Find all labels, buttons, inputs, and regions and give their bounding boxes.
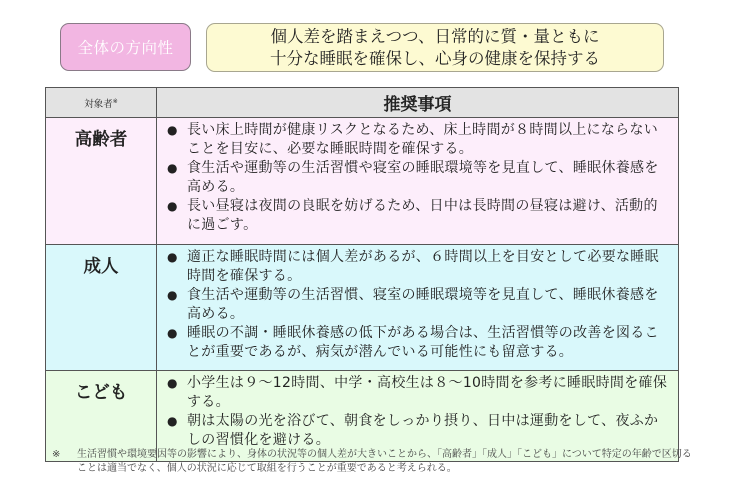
group-label-elderly: 高齢者 xyxy=(46,118,157,245)
bullet-icon: ● xyxy=(167,161,178,175)
list-item xyxy=(167,159,670,197)
footnote-mark: ※ xyxy=(52,449,61,460)
item-text: 長い昼寝は夜間の良眠を妨げるため、日中は長時間の昼寝は避け、活動的に過ごす。 xyxy=(187,198,658,233)
direction-statement xyxy=(206,23,664,72)
recommendation-cell-elderly xyxy=(157,118,679,245)
bullet-icon: ● xyxy=(167,326,178,340)
target-header xyxy=(46,88,157,118)
list-item xyxy=(167,412,670,450)
bullet-icon: ● xyxy=(167,288,178,302)
direction-line-1: 個人差を踏まえつつ、日常的に質・量ともに xyxy=(270,26,600,46)
item-text: 食生活や運動等の生活習慣、寝室の睡眠環境等を見直して、睡眠休養感を高める。 xyxy=(187,287,659,322)
recommendations-header: 推奨事項 xyxy=(157,88,679,118)
target-header-label: 対象者 xyxy=(84,98,113,110)
item-text: 小学生は９～12時間、中学・高校生は８～10時間を参考に睡眠時間を確保する。 xyxy=(187,375,668,410)
item-text: 食生活や運動等の生活習慣や寝室の睡眠環境等を見直して、睡眠休養感を高める。 xyxy=(187,160,659,195)
list-item xyxy=(167,197,670,235)
list-item xyxy=(167,324,670,362)
item-text: 適正な睡眠時間には個人差があるが、６時間以上を目安として必要な睡眠時間を確保する。 xyxy=(187,249,659,284)
item-text: 長い床上時間が健康リスクとなるため、床上時間が８時間以上にならないことを目安に、必要な睡眠時間を確保する。 xyxy=(187,122,659,157)
bullet-icon: ● xyxy=(167,250,178,264)
recommendation-cell-adult xyxy=(157,245,679,371)
group-label-adult: 成人 xyxy=(46,245,157,371)
list-item xyxy=(167,248,670,286)
recommendations-table xyxy=(45,87,679,462)
bullet-icon: ● xyxy=(167,414,178,428)
list-item xyxy=(167,121,670,159)
direction-label: 全体の方向性 xyxy=(60,23,191,71)
footnote xyxy=(52,448,692,476)
list-item xyxy=(167,286,670,324)
item-text: 睡眠の不調・睡眠休養感の低下がある場合は、生活習慣等の改善を図ることが重要であるが、病気が潜んでいる可能性にも留意する。 xyxy=(187,325,659,360)
table-header-row xyxy=(46,88,679,118)
item-text: 朝は太陽の光を浴びて、朝食をしっかり摂り、日中は運動をして、夜ふかしの習慣化を避ける。 xyxy=(187,413,659,448)
bullet-icon: ● xyxy=(167,376,178,390)
group-label-child: こども xyxy=(46,371,157,462)
note-mark: ※ xyxy=(112,97,118,105)
bullet-icon: ● xyxy=(167,199,178,213)
direction-line-2: 十分な睡眠を確保し、心身の健康を保持する xyxy=(270,48,600,68)
table-row-adult xyxy=(46,245,679,371)
footnote-text: 生活習慣や環境要因等の影響により、身体の状況等の個人差が大きいことから、「高齢者」「成人」「こども」について特定の年齢で区切ることは適当でなく、個人の状況に応じて取組を行うことが重要であると考えられる。 xyxy=(77,449,692,474)
bullet-icon: ● xyxy=(167,123,178,137)
table-row-elderly xyxy=(46,118,679,245)
list-item xyxy=(167,374,670,412)
